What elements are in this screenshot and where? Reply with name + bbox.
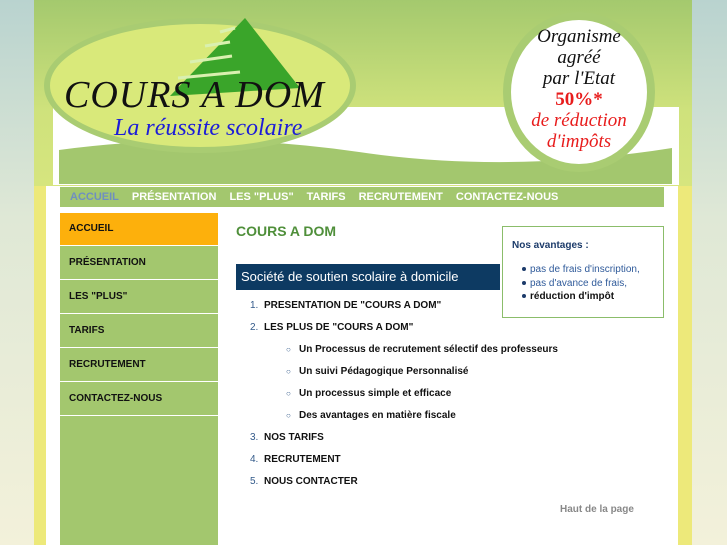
nav-plus[interactable]: LES "PLUS": [229, 191, 294, 203]
link-contact[interactable]: NOUS CONTACTER: [264, 476, 358, 487]
advantage-item: pas d'avance de frais,: [512, 277, 663, 291]
list-item: 4. RECRUTEMENT: [250, 454, 558, 476]
circle-bullet-icon: ○: [286, 345, 291, 354]
nav-tarifs[interactable]: TARIFS: [306, 191, 346, 203]
sidebar-item-tarifs[interactable]: TARIFS: [60, 315, 218, 348]
badge-line: Organisme: [537, 26, 621, 47]
back-to-top-link[interactable]: Haut de la page: [560, 504, 634, 515]
badge-line: par l'Etat: [542, 68, 616, 89]
tax-badge: [503, 12, 655, 172]
badge-percent: 50%*: [555, 89, 603, 110]
summary-list: [250, 300, 558, 498]
sub-item: ○ Un Processus de recrutement sélectif des professeurs: [250, 344, 558, 366]
sidebar-item-plus[interactable]: LES "PLUS": [60, 281, 218, 314]
sidebar-item-accueil[interactable]: ACCUEIL: [60, 213, 218, 246]
link-plus[interactable]: LES PLUS DE "COURS A DOM": [264, 322, 414, 333]
page-title: COURS A DOM: [236, 223, 337, 239]
badge-line: d'impôts: [546, 131, 612, 152]
nav-presentation[interactable]: PRÉSENTATION: [131, 191, 217, 203]
advantage-item: réduction d'impôt: [512, 290, 663, 304]
advantages-heading: Nos avantages :: [512, 240, 589, 251]
sidebar-item-presentation[interactable]: PRÉSENTATION: [60, 247, 218, 280]
nav-contact[interactable]: CONTACTEZ-NOUS: [455, 191, 559, 203]
circle-bullet-icon: ○: [286, 411, 291, 420]
sidebar-item-recrutement[interactable]: RECRUTEMENT: [60, 349, 218, 382]
link-presentation[interactable]: PRESENTATION DE "COURS A DOM": [264, 300, 442, 311]
logo-subtitle: La réussite scolaire: [114, 115, 303, 141]
nav-accueil[interactable]: ACCUEIL: [70, 191, 119, 203]
sidebar: [60, 213, 218, 545]
top-nav: [60, 187, 664, 207]
advantage-item: pas de frais d'inscription,: [512, 263, 663, 277]
section-banner: Société de soutien scolaire à domicile: [236, 264, 500, 290]
badge-line: de réduction: [531, 110, 627, 131]
sub-item: ○ Un processus simple et efficace: [250, 388, 558, 410]
sub-item: ○ Des avantages en matière fiscale: [250, 410, 558, 432]
list-item: 2. LES PLUS DE "COURS A DOM": [250, 322, 558, 344]
sub-item: ○ Un suivi Pédagogique Personnalisé: [250, 366, 558, 388]
logo-title: COURS A DOM: [64, 74, 325, 116]
nav-recrutement[interactable]: RECRUTEMENT: [358, 191, 443, 203]
circle-bullet-icon: ○: [286, 389, 291, 398]
link-recrutement[interactable]: RECRUTEMENT: [264, 454, 341, 465]
advantages-box: [502, 226, 664, 318]
list-item: 3. NOS TARIFS: [250, 432, 558, 454]
link-tarifs[interactable]: NOS TARIFS: [264, 432, 324, 443]
list-item: 5. NOUS CONTACTER: [250, 476, 558, 498]
list-item: 1. PRESENTATION DE "COURS A DOM": [250, 300, 558, 322]
circle-bullet-icon: ○: [286, 367, 291, 376]
badge-line: agréé: [557, 47, 601, 68]
sidebar-item-contact[interactable]: CONTACTEZ-NOUS: [60, 383, 218, 416]
